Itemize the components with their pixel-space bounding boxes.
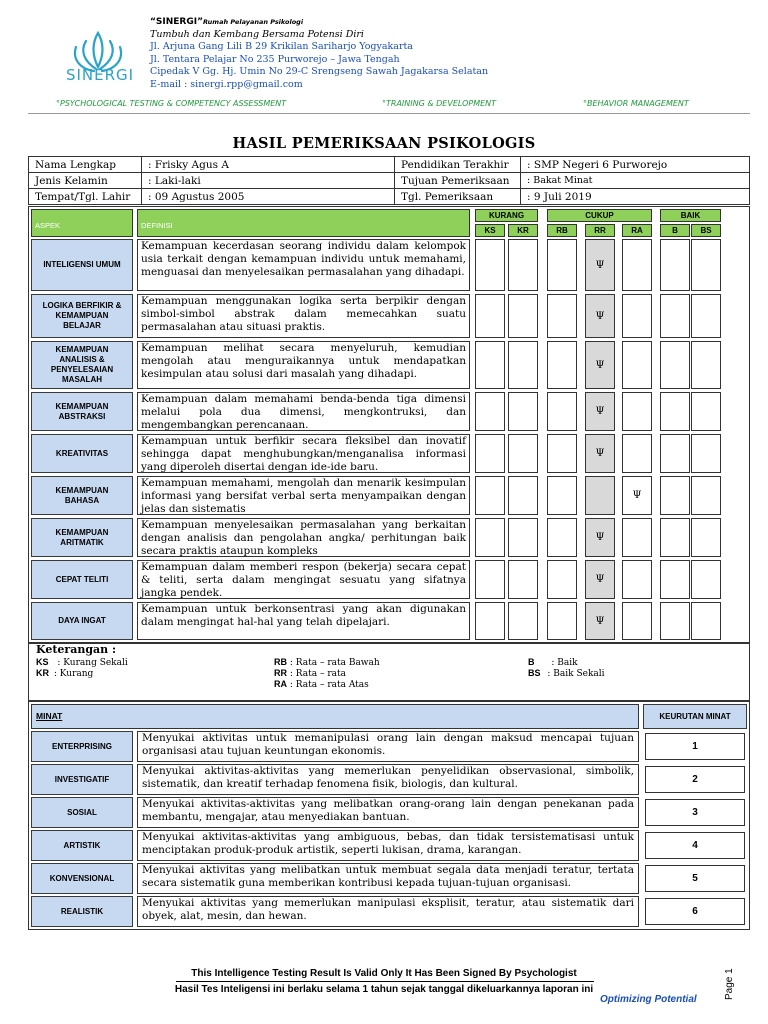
rating-mark-rr: Ψ	[585, 294, 615, 338]
label-tgl-pemeriksaan: Tgl. Pemeriksaan	[395, 189, 521, 205]
rating-cell-rb	[547, 518, 577, 557]
rating-cell-rb	[547, 294, 577, 338]
rating-mark-ra: Ψ	[622, 476, 652, 515]
rating-cell-ks	[475, 476, 505, 515]
rating-cell-bs	[691, 560, 721, 599]
minat-desc-text: Menyukai aktivitas yang melibatkan untuk membuat segala data menjadi teratur, tertata secara sistematik guna memberikan kontribusi kepada tujuan-tujuan organisasi.	[142, 864, 634, 889]
minat-row-label: REALISTIK	[31, 896, 133, 927]
rating-cell-ks	[475, 239, 505, 291]
legend-rb-text: : Rata – rata Bawah	[289, 658, 380, 668]
label-pendidikan: Pendidikan Terakhir	[395, 157, 521, 173]
aspek-row-label: KEMAMPUAN ABSTRAKSI	[31, 392, 133, 431]
rating-cell-kr	[508, 434, 538, 473]
rating-cell-ks	[475, 434, 505, 473]
address-3: Cipedak V Gg. Hj. Umin No 29-C Srengseng Sawah Jagakarsa Selatan	[150, 66, 489, 77]
rating-cell-rb	[547, 392, 577, 431]
label-nama: Nama Lengkap	[29, 157, 142, 173]
definisi-header-label: DEFINISI	[141, 221, 173, 230]
aspek-row-label: KEMAMPUAN ANALISIS & PENYELESAIAN MASALAH	[31, 341, 133, 389]
tagline: Tumbuh dan Kembang Bersama Potensi Diri	[150, 28, 364, 40]
minat-desc-text: Menyukai aktivitas yang memerlukan manipulasi eksplisit, teratur, atau sistematik dari obyek, alat, mesin, dan hewan.	[142, 897, 634, 922]
aspek-row-label: KEMAMPUAN BAHASA	[31, 476, 133, 515]
rating-cell-b	[660, 392, 690, 431]
logo-text: SINERGI	[65, 66, 135, 84]
rating-cell-bs	[691, 392, 721, 431]
rating-cell-ks	[475, 518, 505, 557]
legend-kr-text: : Kurang	[53, 669, 94, 679]
rating-cell-kr	[508, 294, 538, 338]
footer-validity: This Intelligence Testing Result Is Valid Only It Has Been Signed By Psychologist	[191, 968, 577, 979]
letterhead	[150, 16, 488, 91]
rating-cell-b	[660, 434, 690, 473]
rating-cell-b	[660, 518, 690, 557]
rating-cell-b	[660, 560, 690, 599]
rating-cell-rb	[547, 476, 577, 515]
label-tempat-lahir: Tempat/Tgl. Lahir	[29, 189, 142, 205]
scale-header-rr: RR	[585, 224, 615, 237]
minat-header-label: MINAT	[36, 711, 63, 721]
rating-cell-rb	[547, 602, 577, 640]
aspek-row-label: LOGIKA BERFIKIR & KEMAMPUAN BELAJAR	[31, 294, 133, 338]
rating-cell-ks	[475, 392, 505, 431]
rating-cell-ra	[622, 239, 652, 291]
group-header-kurang: KURANG	[475, 209, 538, 222]
minat-desc-text: Menyukai aktivitas-aktivitas yang memerlukan penyelidikan observasional, simbolik, sistematik, dan kreatif terhadap fenomena fisik, biologis, dan kultural.	[142, 765, 634, 790]
rating-cell-kr	[508, 560, 538, 599]
rating-cell-kr	[508, 392, 538, 431]
rank-header: KEURUTAN MINAT	[643, 704, 747, 729]
rating-cell-rb	[547, 239, 577, 291]
group-header-cukup: CUKUP	[547, 209, 652, 222]
page-number: Page 1	[724, 968, 735, 1000]
definisi-text: Kemampuan dalam memahami benda-benda tiga dimensi melalui pola dua dimensi, mengkontruksi, dan mengembangkan perencanaan.	[141, 393, 466, 431]
email: E-mail : sinergi.rpp@gmail.com	[150, 78, 303, 90]
rating-cell-rb	[547, 341, 577, 389]
legend-rb-code: RB	[274, 657, 287, 667]
definisi-text: Kemampuan kecerdasan seorang individu dalam kelompok usia terkait dengan kemampuan individu untuk memahami, menguasai dan menyelesaikan permasalahan yang dihadapi.	[141, 240, 466, 278]
optimizing-potential: Optimizing Potential	[600, 994, 697, 1005]
rating-cell-bs	[691, 434, 721, 473]
legend-ra	[274, 679, 369, 691]
rating-cell-ra	[622, 560, 652, 599]
scale-header-kr: KR	[508, 224, 538, 237]
value-tujuan: : Bakat Minat	[521, 173, 750, 189]
minat-row-label: ARTISTIK	[31, 830, 133, 861]
label-jenis-kelamin: Jenis Kelamin	[29, 173, 142, 189]
minat-rank: 4	[645, 832, 745, 859]
rating-cell-ra	[622, 434, 652, 473]
rating-cell-rr	[585, 476, 615, 515]
rating-mark-rr: Ψ	[585, 518, 615, 557]
legend-rr-text: : Rata – rata	[289, 669, 346, 679]
rating-mark-rr: Ψ	[585, 434, 615, 473]
value-jenis-kelamin: : Laki-laki	[142, 173, 395, 189]
rating-cell-b	[660, 239, 690, 291]
label-tujuan: Tujuan Pemeriksaan	[395, 173, 521, 189]
minat-rank: 5	[645, 865, 745, 892]
rating-cell-ra	[622, 294, 652, 338]
service-training: °TRAINING & DEVELOPMENT	[382, 99, 497, 108]
rating-cell-bs	[691, 602, 721, 640]
brand-name: “SINERGI”	[150, 17, 204, 27]
rating-cell-kr	[508, 239, 538, 291]
aspek-row-label: DAYA INGAT	[31, 602, 133, 640]
legend-kr	[36, 668, 93, 680]
rating-cell-kr	[508, 602, 538, 640]
legend-title: Keterangan :	[36, 643, 117, 656]
aspek-row-label: CEPAT TELITI	[31, 560, 133, 599]
legend-ra-code: RA	[274, 679, 287, 689]
minat-desc-text: Menyukai aktivitas untuk memanipulasi orang lain dengan maksud mencapai tujuan organisasi atau tujuan keuntungan ekonomis.	[142, 732, 634, 757]
minat-rank: 3	[645, 799, 745, 826]
aspek-row-label: INTELIGENSI UMUM	[31, 239, 133, 291]
legend-bs	[528, 668, 605, 680]
rating-cell-ra	[622, 341, 652, 389]
minat-row-label: KONVENSIONAL	[31, 863, 133, 894]
rating-mark-rr: Ψ	[585, 392, 615, 431]
service-psych-testing: °PSYCHOLOGICAL TESTING & COMPETENCY ASSESSMENT	[56, 99, 287, 108]
aspek-row-label: KEMAMPUAN ARITMATIK	[31, 518, 133, 557]
minat-header-cell	[31, 704, 639, 729]
footer-duration: Hasil Tes Inteligensi ini berlaku selama 1 tahun sejak tanggal dikeluarkannya laporan ini	[174, 984, 594, 995]
rating-cell-ks	[475, 341, 505, 389]
minat-rank: 6	[645, 898, 745, 925]
legend-bs-code: BS	[528, 668, 541, 678]
rating-cell-kr	[508, 341, 538, 389]
rating-cell-bs	[691, 239, 721, 291]
rating-cell-ra	[622, 518, 652, 557]
rating-cell-b	[660, 476, 690, 515]
minat-desc-text: Menyukai aktivitas-aktivitas yang melibatkan orang-orang lain dengan penekanan pada membantu, mengajar, atau menyediakan bantuan.	[142, 798, 634, 823]
scale-header-ks: KS	[475, 224, 505, 237]
identity-table	[28, 156, 750, 205]
legend-box	[28, 643, 750, 701]
legend-ra-text: : Rata – rata Atas	[289, 680, 369, 690]
rating-cell-ra	[622, 602, 652, 640]
minat-row-label: INVESTIGATIF	[31, 764, 133, 795]
definisi-text: Kemampuan untuk berfikir secara fleksibel dan inovatif sehingga dapat menghubungkan/menganalisa informasi yang diperoleh disertai dengan ide-ide baru.	[141, 435, 466, 473]
rating-cell-kr	[508, 518, 538, 557]
rating-cell-bs	[691, 476, 721, 515]
footer-divider	[176, 981, 594, 982]
legend-ks-text: : Kurang Sekali	[57, 658, 128, 668]
rating-cell-bs	[691, 294, 721, 338]
rating-cell-rb	[547, 434, 577, 473]
definisi-text: Kemampuan dalam memberi respon (bekerja) secara cepat & teliti, serta dalam mengingat sesuatu yang sifatnya jangka pendek.	[141, 561, 466, 599]
rating-cell-rb	[547, 560, 577, 599]
address-2: Jl. Tentara Pelajar No 235 Purworejo – Jawa Tengah	[150, 53, 400, 65]
legend-b-text: : Baik	[551, 658, 578, 668]
rating-cell-b	[660, 294, 690, 338]
legend-ks-code: KS	[36, 657, 49, 667]
rating-cell-ks	[475, 294, 505, 338]
minat-rank: 1	[645, 733, 745, 760]
definisi-text: Kemampuan menyelesaikan permasalahan yang berkaitan dengan analisis dan pengolahan angka/ perhitungan baik secara praktis ataupun kompleks	[141, 519, 466, 557]
aspek-row-label: KREATIVITAS	[31, 434, 133, 473]
service-behavior: °BEHAVIOR MANAGEMENT	[583, 99, 689, 108]
rating-cell-ra	[622, 392, 652, 431]
legend-kr-code: KR	[36, 668, 49, 678]
definisi-header-cell	[137, 209, 470, 237]
legend-rr-code: RR	[274, 668, 287, 678]
rating-cell-ks	[475, 560, 505, 599]
scale-header-ra: RA	[622, 224, 652, 237]
rating-cell-ks	[475, 602, 505, 640]
minat-row-label: ENTERPRISING	[31, 731, 133, 762]
minat-row-label: SOSIAL	[31, 797, 133, 828]
legend-b-code: B	[528, 657, 535, 667]
rating-mark-rr: Ψ	[585, 560, 615, 599]
definisi-text: Kemampuan memahami, mengolah dan menarik kesimpulan informasi yang bersifat verbal serta menyampaikan dengan jelas dan sistematis	[141, 477, 466, 515]
group-header-baik: BAIK	[660, 209, 721, 222]
scale-header-rb: RB	[547, 224, 577, 237]
scale-header-bs: BS	[691, 224, 721, 237]
rating-cell-b	[660, 602, 690, 640]
definisi-text: Kemampuan melihat secara menyeluruh, kemudian mengolah atau menguraikannya untuk mendapatkan kesimpulan atau solusi dari masalah yang dihadapi.	[141, 342, 466, 380]
aspek-header-label: ASPEK	[35, 221, 61, 230]
legend-bs-text: : Baik Sekali	[547, 669, 605, 679]
value-tempat-lahir: : 09 Agustus 2005	[142, 189, 395, 205]
minat-desc-text: Menyukai aktivitas-aktivitas yang ambiguous, bebas, dan tidak tersistematisasi untuk menciptakan produk-produk artistik, seperti lukisan, drama, karangan.	[142, 831, 634, 856]
address-1: Jl. Arjuna Gang Lili B 29 Krikilan Sariharjo Yogyakarta	[150, 41, 413, 52]
value-nama: : Frisky Agus A	[142, 157, 395, 173]
header-divider	[28, 113, 750, 114]
value-tgl-pemeriksaan: : 9 Juli 2019	[521, 189, 750, 205]
definisi-text: Kemampuan menggunakan logika serta berpikir dengan simbol-simbol abstrak dalam memecahkan suatu permasalahan atau situasi praktis.	[141, 295, 466, 333]
rating-cell-b	[660, 341, 690, 389]
scale-header-b: B	[660, 224, 690, 237]
rating-cell-bs	[691, 341, 721, 389]
rating-cell-kr	[508, 476, 538, 515]
minat-rank: 2	[645, 766, 745, 793]
rating-mark-rr: Ψ	[585, 602, 615, 640]
rating-mark-rr: Ψ	[585, 239, 615, 291]
page-title: HASIL PEMERIKSAAN PSIKOLOGIS	[232, 135, 536, 152]
rating-cell-bs	[691, 518, 721, 557]
value-pendidikan: : SMP Negeri 6 Purworejo	[521, 157, 750, 173]
definisi-text: Kemampuan untuk berkonsentrasi yang akan digunakan dalam mengingat hal-hal yang telah dipelajari.	[141, 603, 466, 628]
rating-mark-rr: Ψ	[585, 341, 615, 389]
brand-subtitle: Rumah Pelayanan Psikologi	[203, 18, 304, 26]
